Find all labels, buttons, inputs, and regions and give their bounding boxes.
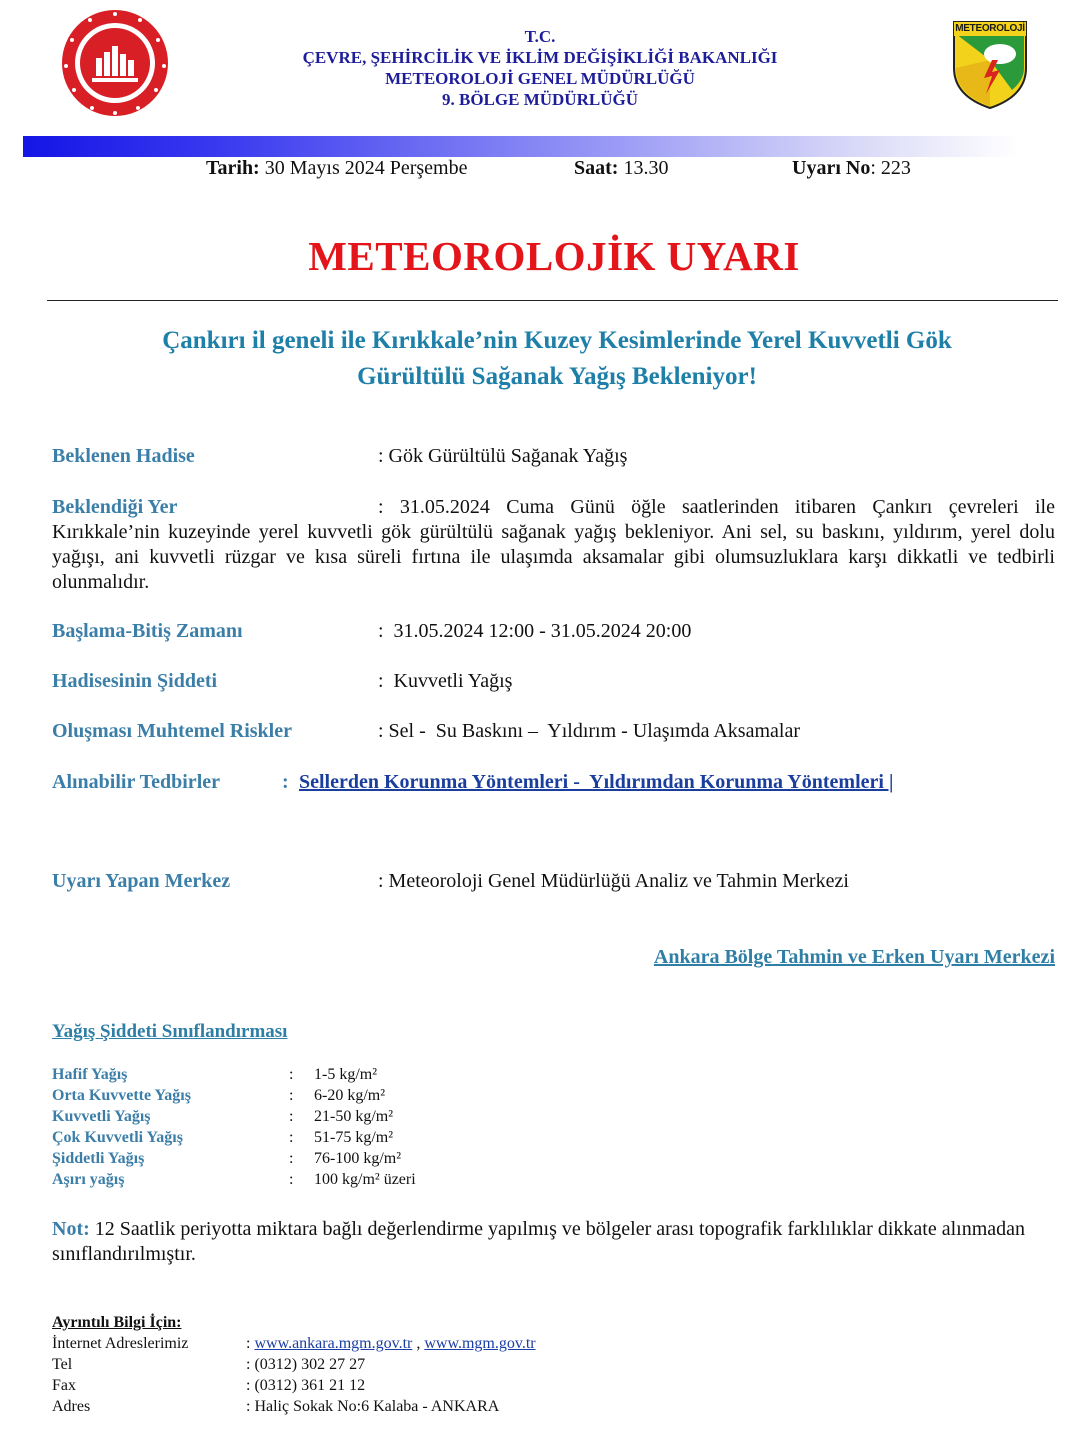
warning-number-label: Uyarı No [792,157,871,179]
fax-label: Fax [52,1377,76,1394]
classification-row-colon: : [289,1108,294,1125]
header-line-region: 9. BÖLGE MÜDÜRLÜĞÜ [442,90,638,109]
time-label: Saat: [574,157,619,179]
expected-place-label: Beklendiği Yer [52,496,178,518]
title-divider [47,300,1058,301]
web-separator: , [412,1335,425,1352]
classification-row-label: Kuvvetli Yağış [52,1108,151,1125]
severity-value: : Kuvvetli Yağış [378,670,513,692]
time-value: 13.30 [623,157,669,179]
warning-headline [52,323,1062,395]
header-line-ministry: ÇEVRE, ŞEHİRCİLİK VE İKLİM DEĞİŞİKLİĞİ BAKANLIĞI [302,48,778,67]
page-title: METEOROLOJİK UYARI [308,233,800,279]
mgm-website-link[interactable]: www.mgm.gov.tr [424,1335,536,1352]
fax-value-row: : (0312) 361 21 12 [246,1377,366,1394]
warning-headline-line-1: Çankırı il geneli ile Kırıkkale’nin Kuzey Kesimlerinde Yerel Kuvvetli Gök [162,327,952,354]
header-line-tc: T.C. [524,27,556,46]
tel-label: Tel [52,1356,73,1373]
classification-row-value: 76-100 kg/m² [314,1150,402,1167]
expected-place-value-rest: Kırıkkale’nin kuzeyinde yerel kuvvetli gök gürültülü sağanak yağış bekleniyor. Ani sel, su baskını, yıldırım, yerel dolu yağışı, ani kuvvetli rüzgar ve kısa süreli fırtına ile ulaşımda aksamalar gibi olumsuzluklara karşı dikkatli ve tedbirli olunmalıdır. [52,521,1055,593]
tel-value: (0312) 302 27 27 [254,1356,366,1373]
classification-row-colon: : [289,1066,294,1083]
classification-row-value: 51-75 kg/m² [314,1129,394,1146]
meteorology-logo-text: METEOROLOJİ [955,23,1025,34]
expected-place-value-first-line: : 31.05.2024 Cuma Günü öğle saatlerinden itibaren Çankırı çevreleri ile [378,496,1055,518]
classification-row-colon: : [289,1150,294,1167]
classification-heading: Yağış Şiddeti Sınıflandırması [52,1021,288,1042]
classification-row-value: 100 kg/m² üzeri [314,1171,416,1188]
expected-event-label: Beklenen Hadise [52,445,195,467]
issuing-center-value: : Meteoroloji Genel Müdürlüğü Analiz ve Tahmin Merkezi [378,870,849,892]
risks-value: : Sel - Su Baskını – Yıldırım - Ulaşımda Aksamalar [378,720,800,742]
note-label: Not: [52,1218,90,1240]
protection-methods-link[interactable]: Sellerden Korunma Yöntemleri - Yıldırımdan Korunma Yöntemleri | [299,771,894,793]
warning-number-field [792,157,911,180]
classification-row-label: Şiddetli Yağış [52,1150,145,1167]
warning-headline-line-2: Gürültülü Sağanak Yağış Bekleniyor! [357,363,757,390]
classification-note [52,1217,1052,1267]
classification-row-label: Orta Kuvvette Yağış [52,1087,191,1104]
header-line-directorate: METEOROLOJİ GENEL MÜDÜRLÜĞÜ [385,69,695,88]
classification-row-value: 6-20 kg/m² [314,1087,386,1104]
ankara-regional-center-link[interactable]: Ankara Bölge Tahmin ve Erken Uyarı Merkezi [653,946,1055,968]
time-field [574,157,668,180]
classification-row-colon: : [289,1171,294,1188]
date-label: Tarih: [206,157,260,179]
classification-row-colon: : [289,1087,294,1104]
start-end-time-value: : 31.05.2024 12:00 - 31.05.2024 20:00 [378,620,692,642]
classification-row-label: Aşırı yağış [52,1171,125,1188]
date-field [206,157,468,180]
measures-label: Alınabilir Tedbirler [52,771,220,793]
classification-row-value: 1-5 kg/m² [314,1066,378,1083]
header-gradient-bar [23,136,1018,157]
classification-row-value: 21-50 kg/m² [314,1108,394,1125]
expected-event-value: : Gök Gürültülü Sağanak Yağış [378,445,628,467]
tel-value-row: : (0312) 302 27 27 [246,1356,366,1373]
classification-row-label: Hafif Yağış [52,1066,128,1083]
issuing-center-label: Uyarı Yapan Merkez [52,870,231,892]
info-heading: Ayrıntılı Bilgi İçin: [52,1314,182,1331]
web-links: : www.ankara.mgm.gov.tr , www.mgm.gov.tr [246,1335,536,1352]
ankara-mgm-website-link[interactable]: www.ankara.mgm.gov.tr [254,1335,413,1352]
date-value: 30 Mayıs 2024 Perşembe [264,157,468,179]
web-label: İnternet Adreslerimiz [52,1335,189,1352]
address-value-row: : Haliç Sokak No:6 Kalaba - ANKARA [246,1398,500,1415]
note-text: 12 Saatlik periyotta miktara bağlı değerlendirme yapılmış ve bölgeler arası topografik farklılıklar dikkate alınmadan sınıflandırılmıştır. [52,1218,1026,1265]
severity-label: Hadisesinin Şiddeti [52,670,218,692]
expected-place-block [52,495,1055,595]
address-label: Adres [52,1398,91,1415]
fax-value: (0312) 361 21 12 [254,1377,366,1394]
address-value: Haliç Sokak No:6 Kalaba - ANKARA [254,1398,500,1415]
measures-colon: : [282,771,289,793]
classification-row-label: Çok Kuvvetli Yağış [52,1129,183,1146]
meteorology-logo [952,20,1028,110]
risks-label: Oluşması Muhtemel Riskler [52,720,292,742]
warning-number-value: : 223 [870,157,911,179]
start-end-time-label: Başlama-Bitiş Zamanı [52,620,243,642]
classification-row-colon: : [289,1129,294,1146]
